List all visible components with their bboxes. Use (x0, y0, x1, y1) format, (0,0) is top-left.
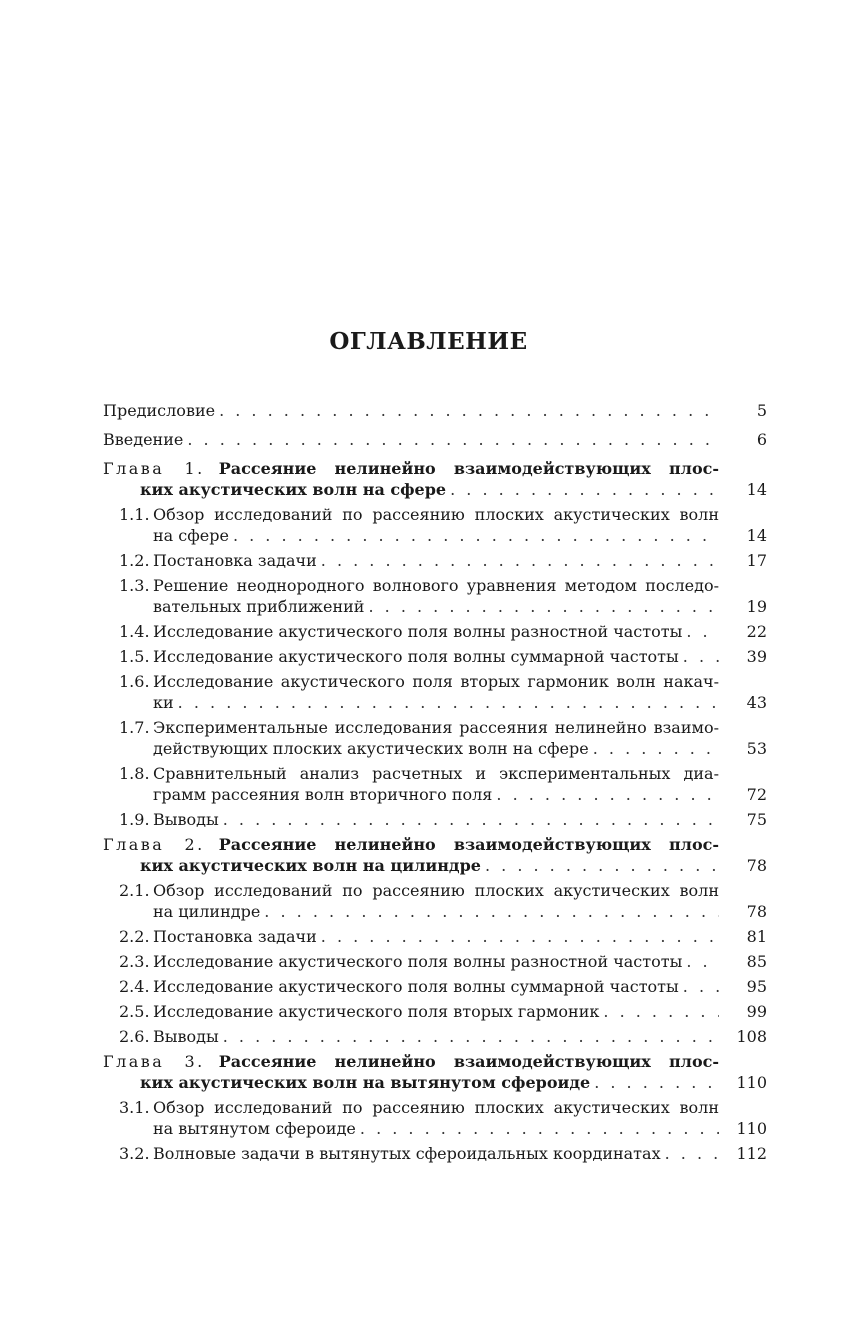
section-entry[interactable] (119, 926, 767, 947)
page-number: 72 (746, 785, 767, 804)
leader-dots (360, 1118, 719, 1139)
page-number: 39 (746, 647, 767, 666)
section-body (119, 550, 719, 571)
toc-entry-last-line (153, 784, 719, 805)
toc-entry-last-line (153, 596, 719, 617)
section-number: 3.2. (119, 1144, 150, 1163)
toc-entry-last-line (103, 400, 719, 421)
chapter-label: Глава 3. (103, 1052, 205, 1071)
section-body (119, 504, 719, 546)
section-body (119, 671, 719, 713)
page-number: 75 (746, 810, 767, 829)
toc-entry-text: на вытянутом сфероиде (153, 1119, 356, 1138)
section-entry[interactable] (119, 717, 767, 759)
leader-dots (686, 621, 719, 642)
leader-dots (264, 901, 719, 922)
section-body (119, 951, 719, 972)
page-number: 81 (746, 927, 767, 946)
section-number: 1.9. (119, 810, 150, 829)
toc-entry-last-line (153, 951, 719, 972)
section-body (119, 1097, 719, 1139)
page-number: 110 (736, 1073, 767, 1092)
page-number: 85 (746, 952, 767, 971)
section-number: 1.2. (119, 551, 150, 570)
leader-dots (321, 550, 719, 571)
toc-entry-last-line (153, 1118, 719, 1139)
toc-entry-last-line (153, 901, 719, 922)
toc-entry-text: Исследование акустического поля волны суммарной частоты (153, 977, 679, 996)
section-body (119, 926, 719, 947)
chapter-label: Глава 1. (103, 459, 205, 478)
section-body (119, 976, 719, 997)
toc-entry-text: Постановка задачи (153, 927, 317, 946)
toc-entry-last-line (153, 621, 719, 642)
chapter-title: ких акустических волн на сфере (140, 480, 447, 499)
page-number: 14 (746, 526, 767, 545)
section-body (119, 575, 719, 617)
section-entry[interactable] (119, 763, 767, 805)
leader-dots (219, 400, 719, 421)
chapter-entry[interactable] (103, 458, 767, 500)
page-number: 6 (756, 430, 767, 449)
page-number: 22 (746, 622, 767, 641)
table-of-contents (103, 400, 767, 1168)
section-number: 3.1. (119, 1098, 150, 1117)
section-body (119, 880, 719, 922)
chapter-title: ких акустических волн на вытянутом сфероиде (140, 1073, 591, 1092)
leader-dots (233, 525, 719, 546)
toc-entry-last-line (140, 855, 719, 876)
section-entry[interactable] (119, 671, 767, 713)
toc-entry[interactable] (103, 429, 767, 450)
leader-dots (594, 1072, 719, 1093)
section-entry[interactable] (119, 1143, 767, 1164)
page-number: 78 (746, 902, 767, 921)
page-number: 78 (746, 856, 767, 875)
section-number: 1.1. (119, 505, 150, 524)
toc-entry-last-line (153, 809, 719, 830)
toc-entry-last-line (103, 429, 719, 450)
chapter-title: Рассеяние нелинейно взаимодействующих плос- (218, 1052, 720, 1071)
chapter-title: ких акустических волн на цилиндре (140, 856, 481, 875)
section-entry[interactable] (119, 1026, 767, 1047)
page-number: 43 (746, 693, 767, 712)
section-number: 1.4. (119, 622, 150, 641)
section-number: 2.2. (119, 927, 150, 946)
section-number: 2.5. (119, 1002, 150, 1021)
chapter-entry[interactable] (103, 834, 767, 876)
toc-entry-text: Постановка задачи (153, 551, 317, 570)
section-body (119, 717, 719, 759)
toc-entry-last-line (153, 692, 719, 713)
chapter-title-line (103, 1051, 719, 1072)
toc-entry-text: на сфере (153, 526, 229, 545)
section-title-line: Исследование акустического поля вторых гармоник волн накач- (153, 672, 719, 691)
section-number: 1.3. (119, 576, 150, 595)
section-title-line: Обзор исследований по рассеянию плоских акустических волн (153, 505, 719, 524)
toc-entry-text: Введение (103, 430, 184, 449)
page-number: 99 (746, 1002, 767, 1021)
toc-entry-last-line (153, 646, 719, 667)
section-title-line: Решение неоднородного волнового уравнения методом последо- (153, 576, 719, 595)
toc-entry-text: вательных приближений (153, 597, 365, 616)
chapter-title: Рассеяние нелинейно взаимодействующих плос- (218, 459, 720, 478)
chapter-title-line (103, 834, 719, 855)
section-body (119, 621, 719, 642)
toc-entry-text: Выводы (153, 810, 219, 829)
leader-dots (187, 429, 719, 450)
leader-dots (686, 951, 719, 972)
section-number: 2.3. (119, 952, 150, 971)
toc-entry-text: Исследование акустического поля волны разностной частоты (153, 952, 683, 971)
section-body (119, 1026, 719, 1047)
section-body (119, 1143, 719, 1164)
page-number: 112 (736, 1144, 767, 1163)
leader-dots (321, 926, 719, 947)
section-entry[interactable] (119, 1001, 767, 1022)
toc-entry-text: Волновые задачи в вытянутых сфероидальных координатах (153, 1144, 661, 1163)
chapter-title-continuation (103, 1072, 719, 1093)
section-entry[interactable] (119, 646, 767, 667)
page-number: 5 (756, 401, 767, 420)
section-number: 1.7. (119, 718, 150, 737)
page-number: 14 (746, 480, 767, 499)
section-body (119, 646, 719, 667)
toc-entry-last-line (153, 738, 719, 759)
toc-entry-last-line (153, 976, 719, 997)
section-number: 2.4. (119, 977, 150, 996)
section-entry[interactable] (119, 550, 767, 571)
leader-dots (450, 479, 719, 500)
toc-entry-last-line (153, 525, 719, 546)
page-number: 19 (746, 597, 767, 616)
leader-dots (223, 809, 719, 830)
section-number: 2.1. (119, 881, 150, 900)
chapter-entry[interactable] (103, 1051, 767, 1093)
section-entry[interactable] (119, 976, 767, 997)
section-title-line: Обзор исследований по рассеянию плоских акустических волн (153, 881, 719, 900)
section-number: 1.5. (119, 647, 150, 666)
chapter-title-continuation (103, 855, 719, 876)
leader-dots (683, 646, 719, 667)
leader-dots (368, 596, 719, 617)
leader-dots (603, 1001, 719, 1022)
toc-entry-text: грамм рассеяния волн вторичного поля (153, 785, 493, 804)
page-number: 108 (736, 1027, 767, 1046)
chapter-title-line (103, 458, 719, 479)
leader-dots (178, 692, 719, 713)
page-number: 110 (736, 1119, 767, 1138)
section-title-line: Экспериментальные исследования рассеяния нелинейно взаимо- (153, 718, 719, 737)
toc-entry-last-line (153, 550, 719, 571)
section-body (119, 763, 719, 805)
leader-dots (593, 738, 719, 759)
leader-dots (683, 976, 719, 997)
chapter-title: Рассеяние нелинейно взаимодействующих плос- (218, 835, 720, 854)
leader-dots (485, 855, 719, 876)
toc-entry-last-line (153, 1143, 719, 1164)
toc-entry-text: Исследование акустического поля волны суммарной частоты (153, 647, 679, 666)
chapter-label: Глава 2. (103, 835, 205, 854)
section-entry[interactable] (119, 951, 767, 972)
section-entry[interactable] (119, 1097, 767, 1139)
page-number: 17 (746, 551, 767, 570)
toc-entry-text: ки (153, 693, 174, 712)
section-number: 2.6. (119, 1027, 150, 1046)
toc-entry-text: Исследование акустического поля вторых гармоник (153, 1002, 600, 1021)
toc-entry-text: Исследование акустического поля волны разностной частоты (153, 622, 683, 641)
page-number: 95 (746, 977, 767, 996)
page-number: 53 (746, 739, 767, 758)
toc-entry-text: на цилиндре (153, 902, 261, 921)
toc-entry-last-line (140, 479, 719, 500)
toc-entry-last-line (153, 1026, 719, 1047)
toc-entry-text: Выводы (153, 1027, 219, 1046)
toc-entry-text: действующих плоских акустических волн на сфере (153, 739, 589, 758)
section-entry[interactable] (119, 575, 767, 617)
page-title: ОГЛАВЛЕНИЕ (329, 328, 528, 355)
leader-dots (223, 1026, 719, 1047)
section-entry[interactable] (119, 621, 767, 642)
chapter-title-continuation (103, 479, 719, 500)
leader-dots (496, 784, 719, 805)
section-title-line: Сравнительный анализ расчетных и экспериментальных диа- (153, 764, 719, 783)
toc-entry-last-line (153, 926, 719, 947)
toc-entry[interactable] (103, 400, 767, 421)
section-title-line: Обзор исследований по рассеянию плоских акустических волн (153, 1098, 719, 1117)
section-number: 1.6. (119, 672, 150, 691)
leader-dots (665, 1143, 719, 1164)
section-body (119, 809, 719, 830)
toc-entry-text: Предисловие (103, 401, 216, 420)
section-entry[interactable] (119, 504, 767, 546)
toc-entry-last-line (153, 1001, 719, 1022)
toc-entry-last-line (140, 1072, 719, 1093)
section-entry[interactable] (119, 880, 767, 922)
section-entry[interactable] (119, 809, 767, 830)
section-body (119, 1001, 719, 1022)
section-number: 1.8. (119, 764, 150, 783)
